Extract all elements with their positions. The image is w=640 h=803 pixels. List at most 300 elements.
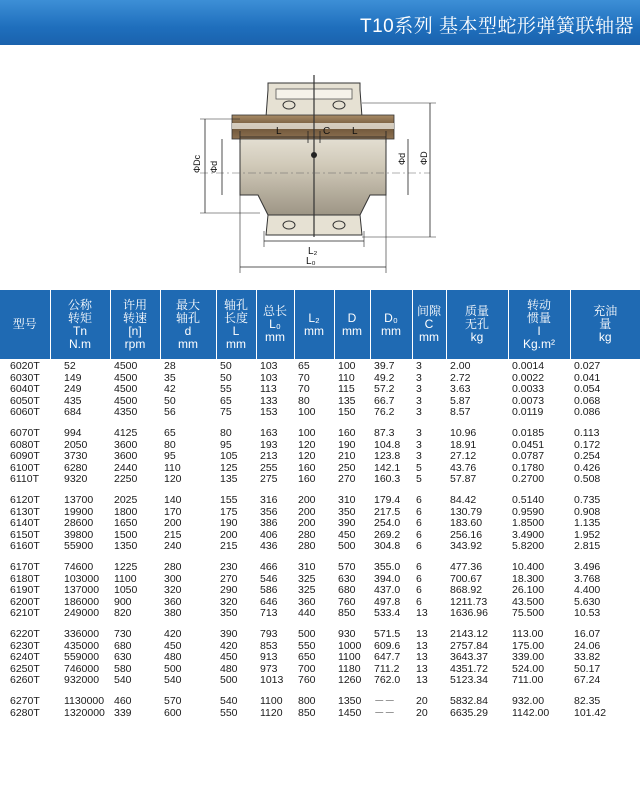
- table-row: [0, 463, 640, 475]
- value-cell: 0.735: [574, 495, 601, 506]
- value-cell: 0.426: [574, 462, 601, 474]
- value-cell: 1500: [114, 529, 138, 541]
- table-row: [0, 518, 640, 530]
- value-cell: 5: [416, 462, 422, 474]
- value-cell: 66.7: [374, 395, 395, 407]
- column-header: [570, 290, 640, 359]
- column-header-line: mm: [381, 323, 401, 338]
- value-cell: 480: [220, 663, 238, 675]
- value-cell: 680: [114, 640, 132, 652]
- value-cell: 16.07: [574, 629, 601, 640]
- value-cell: 39.7: [374, 361, 395, 372]
- value-cell: 150: [338, 407, 356, 418]
- column-header-line: D: [347, 310, 357, 325]
- value-cell: 52: [64, 361, 76, 372]
- value-cell: 210: [338, 451, 356, 462]
- value-cell: 70: [298, 384, 310, 395]
- column-header: [334, 290, 370, 359]
- value-cell: 27.12: [450, 451, 477, 462]
- value-cell: 19900: [64, 506, 94, 518]
- value-cell: 50: [220, 361, 232, 372]
- value-cell: 711.2: [374, 663, 400, 675]
- value-cell: 932.00: [512, 696, 545, 707]
- value-cell: 280: [298, 529, 316, 541]
- value-cell: 390: [220, 629, 238, 640]
- value-cell: 406: [260, 529, 278, 541]
- model-cell: 6150T: [10, 529, 40, 541]
- model-cell: 6090T: [10, 451, 40, 462]
- column-header-line: mm: [265, 330, 285, 344]
- value-cell: 130.79: [450, 506, 483, 518]
- value-cell: 524.00: [512, 663, 545, 675]
- model-cell: 6270T: [10, 696, 40, 707]
- value-cell: 1225: [114, 562, 138, 573]
- column-header: [256, 290, 294, 359]
- value-cell: 0.0119: [512, 407, 544, 418]
- value-cell: 13: [416, 663, 428, 675]
- value-cell: 175: [220, 506, 238, 518]
- value-cell: 290: [220, 585, 238, 596]
- value-cell: 420: [220, 640, 238, 652]
- value-cell: 355.0: [374, 562, 401, 573]
- value-cell: 200: [298, 495, 316, 506]
- column-header-line: 公称: [67, 297, 92, 312]
- column-header-line: 无孔: [464, 317, 489, 331]
- value-cell: 4125: [114, 428, 138, 439]
- value-cell: 275: [260, 474, 278, 485]
- value-cell: 3.768: [574, 573, 601, 585]
- value-cell: 200: [298, 518, 316, 529]
- column-header-line: mm: [342, 323, 362, 338]
- model-cell: 6030T: [10, 372, 40, 384]
- label-d-left: Φd: [209, 160, 219, 173]
- column-header-line: [n]: [128, 323, 142, 338]
- value-cell: 0.1780: [512, 462, 545, 474]
- value-cell: 183.60: [450, 518, 483, 529]
- value-cell: 18.300: [512, 573, 545, 585]
- value-cell: 163: [260, 428, 278, 439]
- value-cell: 13: [416, 629, 428, 640]
- value-cell: 746000: [64, 663, 100, 675]
- value-cell: 133: [260, 395, 278, 407]
- table-row: [0, 440, 640, 452]
- value-cell: 280: [298, 541, 316, 552]
- value-cell: 0.0033: [512, 384, 545, 395]
- value-cell: 0.508: [574, 474, 601, 485]
- value-cell: 2.815: [574, 541, 601, 552]
- column-header-line: I: [537, 323, 541, 338]
- model-cell: 6020T: [10, 361, 40, 372]
- value-cell: 435: [64, 395, 82, 407]
- value-cell: 160.3: [374, 474, 401, 485]
- value-cell: 2025: [114, 495, 138, 506]
- value-cell: 320: [220, 596, 238, 608]
- label-L-right: L: [352, 126, 358, 137]
- value-cell: 3: [416, 361, 422, 372]
- column-header: [50, 290, 110, 359]
- value-cell: 113.00: [512, 629, 544, 640]
- model-cell: 6170T: [10, 562, 40, 573]
- value-cell: 325: [298, 585, 316, 596]
- value-cell: 42: [164, 384, 176, 395]
- value-cell: 74600: [64, 562, 94, 573]
- table-row: [0, 641, 640, 653]
- value-cell: 269.2: [374, 529, 401, 541]
- value-cell: 50: [220, 372, 232, 384]
- value-cell: 820: [114, 608, 132, 619]
- value-cell: 1320000: [64, 707, 105, 719]
- model-cell: 6220T: [10, 629, 40, 640]
- value-cell: 1450: [338, 707, 362, 719]
- value-cell: 200: [220, 529, 238, 541]
- model-cell: 6100T: [10, 462, 40, 474]
- column-header-line: kg: [470, 330, 484, 344]
- value-cell: 390: [338, 518, 356, 529]
- model-cell: 6180T: [10, 573, 40, 585]
- value-cell: 477.36: [450, 562, 483, 573]
- group-spacer-cell: [0, 620, 640, 630]
- group-spacer: [0, 620, 640, 630]
- group-spacer-cell: [0, 687, 640, 697]
- value-cell: 2.72: [450, 372, 471, 384]
- value-cell: 762.0: [374, 675, 401, 686]
- value-cell: 0.054: [574, 384, 601, 395]
- value-cell: 1.135: [574, 518, 601, 529]
- value-cell: 420: [164, 629, 182, 640]
- label-dc: ΦDc: [192, 154, 202, 173]
- table-row: [0, 384, 640, 396]
- value-cell: 110: [164, 462, 181, 474]
- value-cell: 760: [338, 596, 356, 608]
- table-row: [0, 652, 640, 664]
- value-cell: 0.0073: [512, 395, 545, 407]
- column-header-line: C: [424, 317, 434, 331]
- value-cell: 1000: [338, 640, 362, 652]
- value-cell: 6: [416, 573, 422, 585]
- table-row: [0, 507, 640, 519]
- column-header-line: L₂: [308, 310, 320, 325]
- value-cell: 300: [164, 573, 182, 585]
- value-cell: 360: [298, 596, 316, 608]
- value-cell: 213: [260, 451, 278, 462]
- table-row: [0, 428, 640, 440]
- value-cell: 850: [298, 707, 316, 719]
- model-cell: 6140T: [10, 518, 40, 529]
- group-spacer-cell: [0, 419, 640, 429]
- model-cell: 6070T: [10, 428, 40, 439]
- column-header-line: 长度: [223, 310, 248, 325]
- value-cell: 0.0787: [512, 451, 545, 462]
- column-header: [216, 290, 256, 359]
- value-cell: 435000: [64, 640, 100, 652]
- value-cell: 1636.96: [450, 608, 488, 619]
- table-row: [0, 629, 640, 641]
- value-cell: 1211.73: [450, 596, 488, 608]
- value-cell: 1142.00: [512, 707, 550, 719]
- value-cell: 325: [298, 573, 316, 585]
- value-cell: 310: [338, 495, 356, 506]
- value-cell: 10.96: [450, 428, 477, 439]
- value-cell: 9320: [64, 474, 88, 485]
- value-cell: 0.908: [574, 506, 601, 518]
- column-header-line: 轴孔: [223, 297, 248, 312]
- value-cell: 6: [416, 541, 422, 552]
- value-cell: 4500: [114, 395, 138, 407]
- value-cell: 466: [260, 562, 278, 573]
- spec-table: [0, 290, 640, 719]
- model-cell: 6050T: [10, 395, 40, 407]
- value-cell: 100: [338, 361, 356, 372]
- model-cell: 6120T: [10, 495, 40, 506]
- value-cell: 500: [164, 663, 182, 675]
- group-spacer: [0, 419, 640, 429]
- value-cell: 533.4: [374, 608, 401, 619]
- model-cell: 6250T: [10, 663, 40, 675]
- value-cell: 20: [416, 696, 428, 707]
- value-cell: 200: [298, 506, 316, 518]
- value-cell: 103: [260, 372, 278, 384]
- value-cell: 5.87: [450, 395, 471, 407]
- column-header-line: 充油: [593, 304, 618, 318]
- value-cell: 3.63: [450, 384, 471, 395]
- value-cell: 57.87: [450, 474, 477, 485]
- value-cell: 500: [338, 541, 356, 552]
- value-cell: 135: [220, 474, 238, 485]
- value-cell: 497.8: [374, 596, 401, 608]
- value-cell: 65: [164, 428, 176, 439]
- value-cell: 646: [260, 596, 278, 608]
- value-cell: 0.027: [574, 361, 601, 372]
- value-cell: 76.2: [374, 407, 395, 418]
- value-cell: 5832.84: [450, 696, 488, 707]
- value-cell: 24.06: [574, 640, 601, 652]
- column-header-line: 惯量: [526, 310, 551, 325]
- value-cell: 730: [114, 629, 132, 640]
- value-cell: 20: [416, 707, 428, 719]
- value-cell: 105: [220, 451, 238, 462]
- model-cell: 6280T: [10, 707, 40, 719]
- table-row: [0, 664, 640, 676]
- value-cell: 280: [164, 562, 182, 573]
- column-header-line: 量: [599, 317, 612, 331]
- column-header-line: D₀: [384, 310, 398, 325]
- value-cell: 994: [64, 428, 82, 439]
- table-row: [0, 407, 640, 419]
- value-cell: 711.00: [512, 675, 544, 686]
- value-cell: 270: [338, 474, 356, 485]
- value-cell: 103: [260, 361, 278, 372]
- value-cell: 0.172: [574, 439, 601, 451]
- value-cell: 6: [416, 506, 422, 518]
- value-cell: 65: [298, 361, 310, 372]
- column-header-line: mm: [304, 323, 324, 338]
- value-cell: 39800: [64, 529, 94, 541]
- table-row: [0, 574, 640, 586]
- table-row: [0, 708, 640, 720]
- value-cell: 57.2: [374, 384, 395, 395]
- column-header-line: 型号: [12, 317, 37, 331]
- value-cell: 437.0: [374, 585, 401, 596]
- value-cell: 0.086: [574, 407, 601, 418]
- table-row: [0, 541, 640, 553]
- label-L-left: L: [276, 126, 282, 137]
- value-cell: 394.0: [374, 573, 401, 585]
- value-cell: 120: [298, 451, 316, 462]
- value-cell: 55: [220, 384, 232, 395]
- value-cell: 255: [260, 462, 278, 474]
- value-cell: 13700: [64, 495, 94, 506]
- value-cell: 3: [416, 395, 422, 407]
- group-spacer: [0, 687, 640, 697]
- value-cell: 115: [338, 384, 355, 395]
- value-cell: 339: [114, 707, 132, 719]
- value-cell: 559000: [64, 652, 100, 663]
- value-cell: 82.35: [574, 696, 601, 707]
- column-header: [412, 290, 446, 359]
- value-cell: 304.8: [374, 541, 401, 552]
- column-header-line: L₀: [269, 317, 281, 331]
- value-cell: 249: [64, 384, 82, 395]
- value-cell: 1.952: [574, 529, 601, 541]
- value-cell: 215: [164, 529, 182, 541]
- column-header-line: mm: [226, 336, 246, 351]
- value-cell: 215: [220, 541, 238, 552]
- group-spacer-cell: [0, 553, 640, 563]
- value-cell: 436: [260, 541, 278, 552]
- value-cell: 440: [298, 608, 316, 619]
- value-cell: 3: [416, 384, 422, 395]
- table-row: [0, 361, 640, 373]
- value-cell: 249000: [64, 608, 100, 619]
- value-cell: 75.500: [512, 608, 545, 619]
- value-cell: 450: [220, 652, 238, 663]
- table-row: [0, 474, 640, 486]
- value-cell: 4.400: [574, 585, 601, 596]
- column-header-line: Kg.m²: [522, 336, 555, 351]
- value-cell: 110: [338, 372, 355, 384]
- value-cell: 760: [298, 675, 316, 686]
- value-cell: 217.5: [374, 506, 401, 518]
- value-cell: 6280: [64, 462, 88, 474]
- value-cell: 190: [220, 518, 238, 529]
- value-cell: 2050: [64, 439, 88, 451]
- value-cell: 142.1: [374, 462, 401, 474]
- value-cell: 630: [338, 573, 356, 585]
- column-header: [110, 290, 160, 359]
- value-cell: 104.8: [374, 439, 401, 451]
- value-cell: 793: [260, 629, 278, 640]
- value-cell: 343.92: [450, 541, 483, 552]
- value-cell: 125: [220, 462, 238, 474]
- value-cell: 35: [164, 372, 176, 384]
- table-row: [0, 562, 640, 574]
- column-header-line: 总长: [262, 304, 287, 318]
- value-cell: 160: [298, 462, 316, 474]
- label-L2: L₂: [308, 246, 318, 257]
- value-cell: 50.17: [574, 663, 601, 675]
- model-cell: 6230T: [10, 640, 40, 652]
- value-cell: 55900: [64, 541, 94, 552]
- value-cell: 8.57: [450, 407, 471, 418]
- value-cell: 6: [416, 495, 422, 506]
- table-row: [0, 585, 640, 597]
- value-cell: 600: [164, 707, 182, 719]
- value-cell: 6: [416, 518, 422, 529]
- value-cell: 350: [338, 506, 356, 518]
- value-cell: 3: [416, 372, 422, 384]
- value-cell: 1800: [114, 506, 138, 518]
- value-cell: 186000: [64, 596, 100, 608]
- value-cell: 1013: [260, 675, 284, 686]
- value-cell: 100: [298, 407, 316, 418]
- column-header-line: 轴孔: [175, 310, 200, 325]
- value-cell: 1180: [338, 663, 361, 675]
- value-cell: 120: [298, 439, 316, 451]
- value-cell: 56: [164, 407, 176, 418]
- value-cell: 3.4900: [512, 529, 545, 541]
- value-cell: 3: [416, 428, 422, 439]
- model-cell: 6160T: [10, 541, 40, 552]
- column-header-line: 转速: [122, 310, 147, 325]
- column-header: [370, 290, 412, 359]
- value-cell: －－: [374, 707, 395, 719]
- value-cell: 179.4: [374, 495, 401, 506]
- value-cell: 4500: [114, 361, 138, 372]
- value-cell: 270: [220, 573, 238, 585]
- model-cell: 6080T: [10, 439, 40, 451]
- value-cell: 5123.34: [450, 675, 488, 686]
- value-cell: 254.0: [374, 518, 401, 529]
- label-C: C: [323, 126, 331, 137]
- table-row: [0, 675, 640, 687]
- value-cell: 50: [164, 395, 176, 407]
- value-cell: 913: [260, 652, 278, 663]
- coupling-diagram: [0, 45, 640, 290]
- column-header-line: mm: [178, 336, 198, 351]
- model-cell: 6190T: [10, 585, 40, 596]
- value-cell: 5: [416, 474, 422, 485]
- value-cell: 550: [298, 640, 316, 652]
- column-header-line: 转动: [526, 297, 551, 312]
- column-header-line: 间隙: [416, 304, 441, 318]
- value-cell: 0.9590: [512, 506, 545, 518]
- page-title: T10系列 基本型蛇形弹簧联轴器: [359, 16, 634, 37]
- value-cell: 10.400: [512, 562, 545, 573]
- value-cell: 680: [338, 585, 356, 596]
- value-cell: 0.2700: [512, 474, 545, 485]
- value-cell: 2.00: [450, 361, 471, 372]
- value-cell: 2757.84: [450, 640, 488, 652]
- value-cell: 650: [298, 652, 316, 663]
- value-cell: 930: [338, 629, 356, 640]
- column-header-line: 质量: [464, 304, 489, 318]
- value-cell: 3: [416, 407, 422, 418]
- column-header-line: L: [232, 323, 240, 338]
- value-cell: 647.7: [374, 652, 401, 663]
- value-cell: 190: [338, 439, 356, 451]
- column-header-line: Tn: [72, 323, 87, 338]
- value-cell: 310: [298, 562, 316, 573]
- value-cell: 3: [416, 451, 422, 462]
- value-cell: 868.92: [450, 585, 483, 596]
- value-cell: 160: [338, 428, 356, 439]
- value-cell: 713: [260, 608, 278, 619]
- column-header-line: kg: [598, 330, 612, 344]
- value-cell: 2143.12: [450, 629, 488, 640]
- value-cell: 80: [220, 428, 232, 439]
- value-cell: 160: [298, 474, 316, 485]
- value-cell: 6: [416, 585, 422, 596]
